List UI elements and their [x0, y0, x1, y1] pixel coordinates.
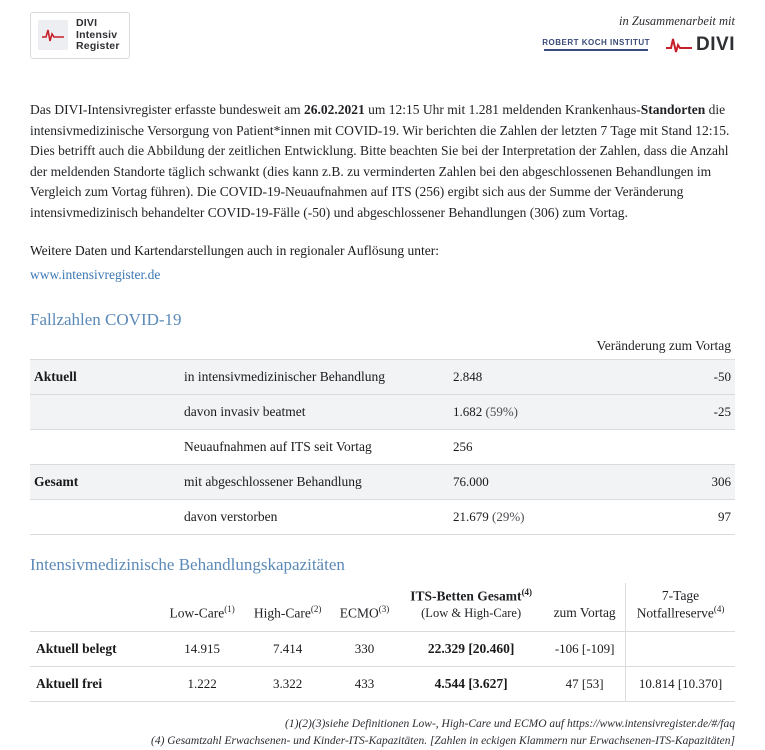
col-header-low-care: [160, 583, 244, 632]
intro-part-2: um 12:15 Uhr mit 1.281 meldenden Krankenhaus-: [364, 102, 641, 117]
col-header-low-care-sup: (1): [224, 603, 235, 614]
row-delta: -50: [607, 359, 735, 394]
cell-ecmo: 330: [331, 632, 398, 667]
row-group-label: [30, 394, 180, 429]
row-value-number: 76.000: [453, 473, 489, 489]
col-header-reserve-sup: (4): [713, 603, 725, 614]
intro-paragraph: [30, 100, 735, 223]
row-description: davon invasiv beatmet: [180, 394, 443, 429]
row-label-occupied: Aktuell belegt: [30, 632, 160, 667]
row-delta: [607, 429, 735, 464]
footnotes: [30, 716, 735, 750]
col-header-high-care: [244, 583, 331, 632]
cell-high-care: 3.322: [244, 667, 331, 702]
logo-line-3: Register: [76, 40, 120, 52]
cell-prev-day: 47 [53]: [544, 667, 625, 702]
intro-part-3: die intensivmedizinische Versorgung von Patient*innen mit COVID-19. Wir berichten die Zahlen der letzten 7 Tage mit Stand 12:15. Dies betrifft auch die Abbildung der zeitlichen Entwicklung. Bitte beachten Sie bei der Interpretation der Zahlen, dass die Anzahl der meldenden Standorte täglich schwankt (dies kann z.B. zu verminderten Zahlen bei den abgeschlossenen Behandlungen im Vergleich zum Vortag führen). Die COVID-19-Neuaufnahmen auf ITS (256) ergibt sich aus der Summe der Veränderung intensivmedizinisch behandelter COVID-19-Fälle (-50) und abgeschlossener Behandlungen (306) zum Vortag.: [30, 102, 730, 220]
rki-rule: [544, 49, 648, 51]
col-header-high-care-sup: (2): [310, 603, 322, 614]
cases-table: [30, 338, 735, 535]
more-data-text: Weitere Daten und Kartendarstellungen auch in regionaler Auflösung unter:: [30, 243, 440, 258]
col-header-reserve: [626, 583, 735, 632]
row-description: Neuaufnahmen auf ITS seit Vortag: [180, 429, 443, 464]
page-header: [30, 0, 735, 84]
col-header-its-total-sup: (4): [521, 586, 533, 597]
row-value-number: 256: [453, 438, 473, 454]
cell-high-care: 7.414: [244, 632, 331, 667]
cell-its-total: 4.544 [3.627]: [398, 667, 544, 702]
row-value: [443, 464, 607, 499]
row-value-number: 21.679: [453, 508, 489, 524]
logo-wordmark: [76, 18, 120, 53]
col-header-its-total-sub: (Low & High-Care): [421, 606, 522, 620]
row-description: mit abgeschlossener Behandlung: [180, 464, 443, 499]
cell-reserve: 10.814 [10.370]: [626, 667, 735, 702]
row-value-number: 1.682: [453, 403, 483, 419]
intro-bold-standorten: Standorten: [640, 102, 706, 117]
table-row: [30, 394, 735, 429]
cooperation-block: [542, 12, 735, 56]
cell-low-care: 1.222: [160, 667, 244, 702]
row-value-percent: (29%): [492, 508, 525, 524]
row-group-label: [30, 499, 180, 534]
capacity-row-label-header: [30, 583, 160, 632]
col-header-low-care-text: Low-Care: [169, 605, 225, 620]
row-value-number: 2.848: [453, 368, 483, 384]
cell-ecmo: 433: [331, 667, 398, 702]
row-description: davon verstorben: [180, 499, 443, 534]
divi-heartbeat-icon: [666, 35, 692, 55]
divi-label: DIVI: [696, 34, 735, 55]
heartbeat-icon: [38, 20, 68, 50]
table-row: [30, 632, 735, 667]
cell-low-care: 14.915: [160, 632, 244, 667]
table-row: [30, 359, 735, 394]
col-header-ecmo-sup: (3): [378, 603, 390, 614]
row-value-percent: (59%): [485, 403, 518, 419]
capacity-header-row: [30, 583, 735, 632]
row-delta: 306: [607, 464, 735, 499]
rki-label: ROBERT KOCH INSTITUT: [542, 38, 651, 47]
intro-date: 26.02.2021: [304, 102, 365, 117]
divi-intensivregister-logo: [30, 12, 130, 59]
intro-part-1: Das DIVI-Intensivregister erfasste bundesweit am: [30, 102, 305, 117]
intensivregister-link-row: [30, 266, 735, 284]
row-group-label: Gesamt: [30, 464, 180, 499]
col-header-reserve-line2: Notfallreserve: [636, 605, 714, 620]
delta-column-header: Veränderung zum Vortag: [596, 337, 731, 353]
footnote-line-1: (1)(2)(3)siehe Definitionen Low-, High-Care und ECMO auf https://www.intensivregister.de/#/faq: [285, 718, 735, 730]
table-row: [30, 499, 735, 534]
col-header-high-care-text: High-Care: [253, 605, 311, 620]
cell-prev-day: -106 [-109]: [544, 632, 625, 667]
row-value: [443, 394, 607, 429]
row-description: in intensivmedizinischer Behandlung: [180, 359, 443, 394]
cooperation-label: in Zusammenarbeit mit: [619, 14, 735, 28]
divi-logo: [666, 34, 735, 56]
col-header-its-total-text: ITS-Betten Gesamt: [410, 588, 522, 603]
col-header-ecmo: [331, 583, 398, 632]
row-label-free: Aktuell frei: [30, 667, 160, 702]
footnote-line-2: (4) Gesamtzahl Erwachsenen- und Kinder-ITS-Kapazitäten. [Zahlen in eckigen Klammern nur Erwachsenen-ITS-Kapazitäten]: [151, 735, 735, 747]
cell-reserve: [626, 632, 735, 667]
table-row: [30, 429, 735, 464]
row-delta: 97: [607, 499, 735, 534]
row-group-label: [30, 429, 180, 464]
row-value: [443, 429, 607, 464]
intensivregister-link[interactable]: www.intensivregister.de: [30, 266, 161, 282]
logo-line-2: Intensiv: [76, 28, 118, 41]
row-value: [443, 359, 607, 394]
rki-logo: [542, 39, 650, 51]
row-group-label: Aktuell: [30, 359, 180, 394]
capacity-table: [30, 583, 735, 703]
cases-table-header-row: [30, 338, 735, 360]
table-row: [30, 667, 735, 702]
partner-logos: [542, 34, 735, 56]
section-title-cases: Fallzahlen COVID-19: [30, 309, 182, 329]
col-header-reserve-line1: 7-Tage: [661, 587, 700, 603]
row-delta: -25: [607, 394, 735, 429]
col-header-its-total: [398, 583, 544, 632]
col-header-prev-day: zum Vortag: [553, 605, 616, 620]
col-header-ecmo-text: ECMO: [339, 605, 379, 620]
cell-its-total: 22.329 [20.460]: [398, 632, 544, 667]
table-row: [30, 464, 735, 499]
section-title-capacity: Intensivmedizinische Behandlungskapazitäten: [30, 554, 345, 574]
row-value: [443, 499, 607, 534]
logo-line-1: DIVI: [76, 17, 98, 29]
